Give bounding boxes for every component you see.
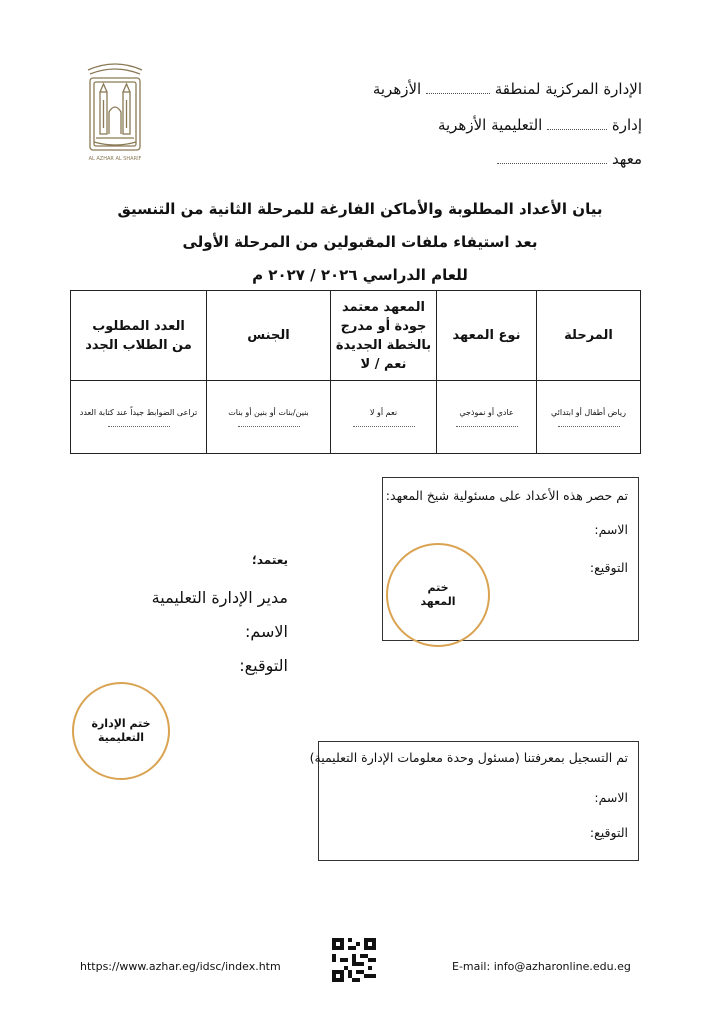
header-stage: المرحلة <box>537 291 641 381</box>
header-admin-suffix: التعليمية الأزهرية <box>437 116 543 134</box>
cell-stage[interactable] <box>537 381 641 454</box>
cell-required-hint: تراعى الضوابط جيداً عند كتابة العدد <box>79 408 198 417</box>
header-institute-prefix: معهد <box>611 150 642 168</box>
header-accredited-line2: جودة أو مدرج <box>340 318 427 334</box>
header-institute-type: نوع المعهد <box>437 291 537 381</box>
svg-text:AL AZHAR AL SHARIF: AL AZHAR AL SHARIF <box>88 156 142 162</box>
registration-name-label[interactable]: الاسم: <box>594 790 628 805</box>
cell-stage-blank <box>558 425 620 427</box>
approval-label: يعتمد؛ <box>252 553 288 567</box>
header-line-region <box>373 80 642 98</box>
cell-accredited[interactable] <box>331 381 437 454</box>
header-region-prefix: الإدارة المركزية لمنطقة <box>494 80 642 98</box>
header-required-count <box>71 291 207 381</box>
cell-required-count[interactable] <box>71 381 207 454</box>
header-accredited <box>331 291 437 381</box>
header-line-administration <box>438 116 642 134</box>
cell-gender-blank <box>238 425 300 427</box>
admin-stamp-line2: التعليمية <box>97 731 145 744</box>
institute-blank <box>497 163 607 164</box>
header-line-institute <box>497 150 642 168</box>
academic-year-title: للعام الدراسي ٢٠٢٦ / ٢٠٢٧ م <box>252 266 468 284</box>
admin-stamp-line1: ختم الإدارة <box>91 717 151 730</box>
cell-gender-hint: بنين/بنات أو بنين أو بنات <box>228 408 309 417</box>
cell-institute-type[interactable] <box>437 381 537 454</box>
cell-type-hint: عادي أو نموذجي <box>459 408 514 417</box>
institute-stamp-line1: ختم <box>427 581 449 594</box>
cell-gender[interactable] <box>207 381 331 454</box>
sub-title: بعد استيفاء ملفات المقبولين من المرحلة الأولى <box>182 233 538 251</box>
institute-stamp-circle <box>386 543 490 647</box>
header-admin-prefix: إدارة <box>611 116 642 134</box>
cell-required-blank <box>108 425 170 427</box>
sheikh-signature-label[interactable]: التوقيع: <box>589 560 628 575</box>
administration-stamp-circle <box>72 682 170 780</box>
cell-type-blank <box>456 425 518 427</box>
qr-code-icon <box>332 938 376 982</box>
region-blank <box>426 93 490 94</box>
header-region-suffix: الأزهرية <box>372 80 422 98</box>
al-azhar-logo-icon <box>82 56 148 164</box>
email-link[interactable]: E-mail: info@azharonline.edu.eg <box>452 960 631 973</box>
cell-accredited-blank <box>353 425 415 427</box>
sheikh-name-label[interactable]: الاسم: <box>594 522 628 537</box>
sheikh-box-statement: تم حصر هذه الأعداد على مسئولية شيخ المعهد: <box>385 488 628 503</box>
approval-role: مدير الإدارة التعليمية <box>151 588 288 607</box>
header-accredited-line1: المعهد معتمد <box>342 299 425 315</box>
approval-signature-label[interactable]: التوقيع: <box>239 656 288 675</box>
header-required-line2: من الطلاب الجدد <box>85 337 192 353</box>
header-accredited-line4: نعم / لا <box>360 356 407 372</box>
header-accredited-line3: بالخطة الجديدة <box>335 337 432 353</box>
header-gender: الجنس <box>207 291 331 381</box>
institute-stamp-line2: المعهد <box>420 595 456 608</box>
approval-name-label[interactable]: الاسم: <box>244 622 288 641</box>
requirements-table <box>70 290 641 454</box>
administration-blank <box>547 129 607 130</box>
header-required-line1: العدد المطلوب <box>92 318 185 334</box>
table-header-row <box>71 291 641 381</box>
cell-accredited-hint: نعم أو لا <box>369 408 398 417</box>
table-row <box>71 381 641 454</box>
main-title: بيان الأعداد المطلوبة والأماكن الفارغة للمرحلة الثانية من التنسيق <box>117 200 603 218</box>
registration-signature-label[interactable]: التوقيع: <box>589 825 628 840</box>
cell-stage-hint: رياض أطفال أو ابتدائي <box>551 408 626 417</box>
registration-statement: تم التسجيل بمعرفتنا (مسئول وحدة معلومات الإدارة التعليمية) <box>309 750 628 765</box>
website-link[interactable]: https://www.azhar.eg/idsc/index.htm <box>80 960 281 973</box>
